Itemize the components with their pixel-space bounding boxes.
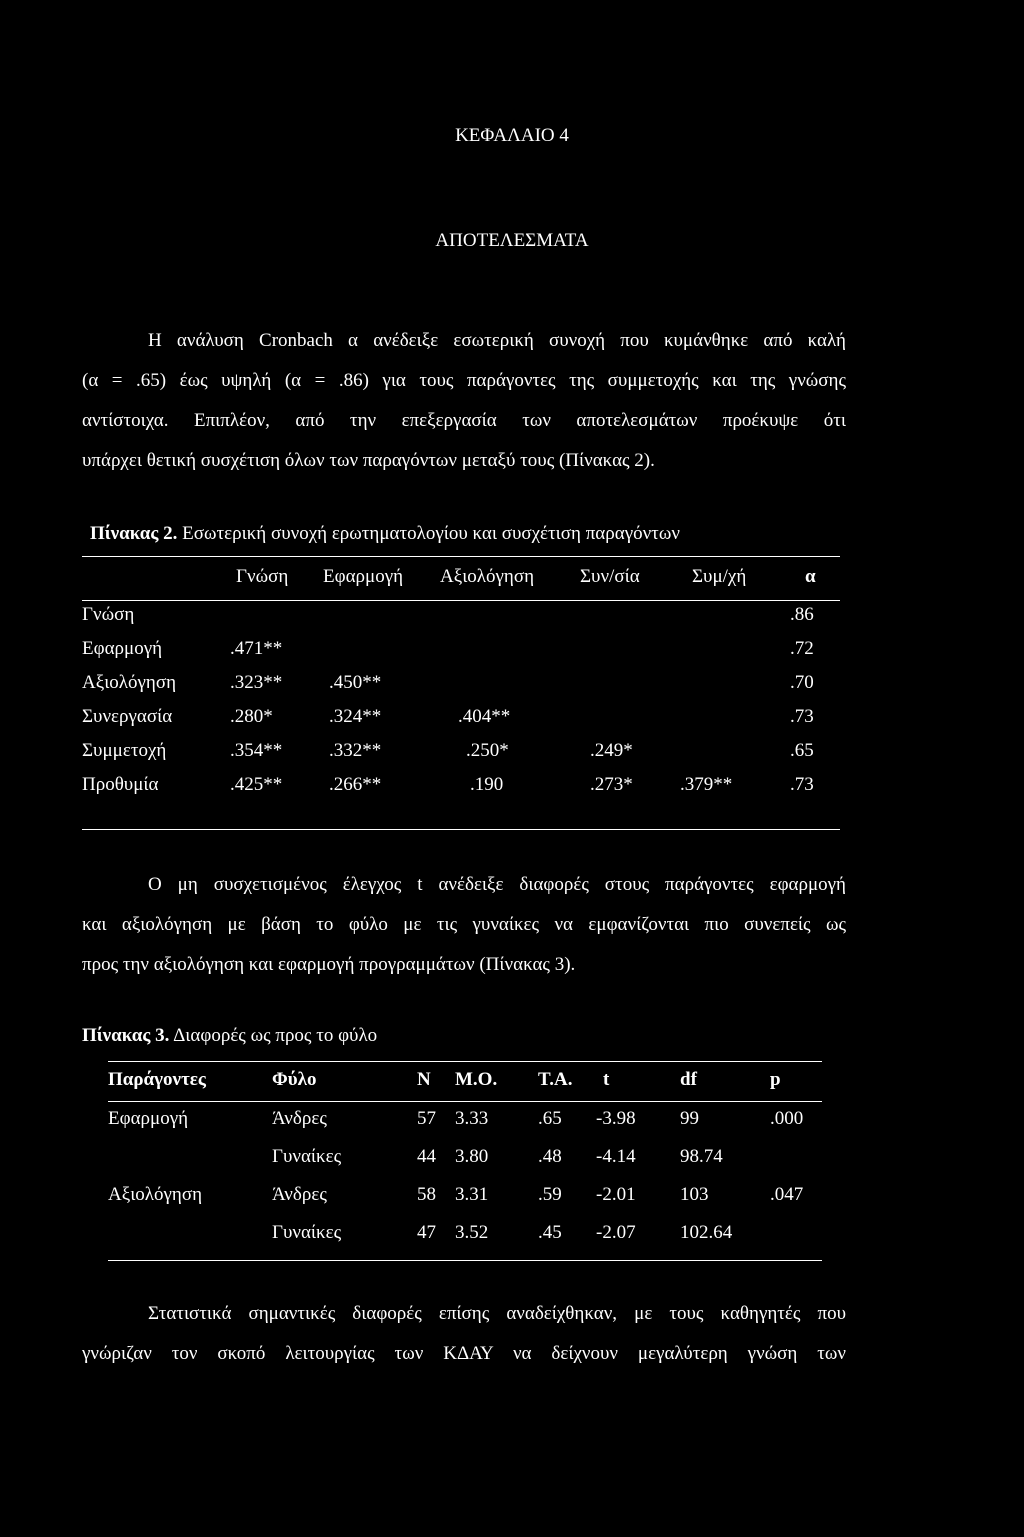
df-cell: 102.64 [680, 1222, 733, 1243]
factor-cell: Αξιολόγηση [108, 1184, 203, 1205]
alpha-cell: .65 [790, 740, 814, 761]
alpha-cell: .86 [790, 604, 814, 625]
n-cell: 44 [417, 1146, 436, 1167]
gender-cell: Άνδρες [272, 1184, 327, 1205]
paragraph-line: υπάρχει θετική συσχέτιση όλων των παραγόντων μεταξύ τους (Πίνακας 2). [82, 450, 655, 471]
table2-label: Πίνακας 2. [90, 523, 178, 544]
t-cell: -2.01 [596, 1184, 636, 1205]
table2-bottom-rule [82, 829, 840, 830]
row-label: Αξιολόγηση [82, 672, 177, 693]
correlation-cell: .190 [470, 774, 504, 795]
correlation-cell: .404** [458, 706, 511, 727]
t-cell: -4.14 [596, 1146, 636, 1167]
gender-cell: Γυναίκες [272, 1222, 342, 1243]
alpha-cell: .70 [790, 672, 814, 693]
mean-cell: 3.31 [455, 1184, 489, 1205]
correlation-cell: .450** [329, 672, 382, 693]
paragraph-line: αντίστοιχα. Επιπλέον, από την επεξεργασία των αποτελεσμάτων προέκυψε ότι [82, 410, 846, 431]
paragraph-line: και αξιολόγηση με βάση το φύλο με τις γυναίκες να εμφανίζονται πιο συνεπείς ως [82, 914, 846, 935]
correlation-cell: .425** [230, 774, 283, 795]
table3-header-cell: df [680, 1069, 697, 1090]
table2-header-cell: α [805, 566, 816, 587]
correlation-cell: .332** [329, 740, 382, 761]
chapter-heading: ΚΕΦΑΛΑΙΟ 4 [455, 125, 569, 146]
factor-cell: Εφαρμογή [108, 1108, 189, 1129]
t-cell: -2.07 [596, 1222, 636, 1243]
table3-header-cell: N [417, 1069, 431, 1090]
table2-header-rule [82, 600, 840, 601]
df-cell: 103 [680, 1184, 709, 1205]
gender-cell: Άνδρες [272, 1108, 327, 1129]
table3-header-cell: T.A. [538, 1069, 573, 1090]
table2-header-cell: Γνώση [236, 566, 289, 587]
sd-cell: .59 [538, 1184, 562, 1205]
paragraph-line: Στατιστικά σημαντικές διαφορές επίσης αναδείχθηκαν, με τους καθηγητές που [148, 1303, 846, 1324]
correlation-cell: .250* [466, 740, 509, 761]
correlation-cell: .273* [590, 774, 633, 795]
correlation-cell: .266** [329, 774, 382, 795]
paragraph-line: (α = .65) έως υψηλή (α = .86) για τους παράγοντες της συμμετοχής και της γνώσης [82, 370, 846, 391]
mean-cell: 3.33 [455, 1108, 489, 1129]
table3-header-cell: p [770, 1069, 781, 1090]
paragraph-line: προς την αξιολόγηση και εφαρμογή προγραμμάτων (Πίνακας 3). [82, 954, 576, 975]
mean-cell: 3.80 [455, 1146, 489, 1167]
p-cell: .047 [770, 1184, 804, 1205]
table3-caption-text: Διαφορές ως προς το φύλο [173, 1025, 378, 1046]
row-label: Προθυμία [82, 774, 159, 795]
table3-header-cell: Παράγοντες [108, 1069, 206, 1090]
p-cell: .000 [770, 1108, 804, 1129]
table3-bottom-rule [108, 1260, 822, 1261]
table2-top-rule [82, 556, 840, 557]
gender-cell: Γυναίκες [272, 1146, 342, 1167]
n-cell: 57 [417, 1108, 436, 1129]
n-cell: 47 [417, 1222, 436, 1243]
table3-caption [82, 1025, 377, 1047]
correlation-cell: .249* [590, 740, 633, 761]
df-cell: 99 [680, 1108, 699, 1129]
table3-header-cell: Φύλο [272, 1069, 317, 1090]
table3-label: Πίνακας 3. [82, 1025, 170, 1046]
alpha-cell: .72 [790, 638, 814, 659]
correlation-cell: .471** [230, 638, 283, 659]
row-label: Συνεργασία [82, 706, 173, 727]
table2-header-cell: Εφαρμογή [323, 566, 404, 587]
correlation-cell: .379** [680, 774, 733, 795]
table3-header-rule [108, 1101, 822, 1102]
correlation-cell: .354** [230, 740, 283, 761]
paragraph-line: Ο μη συσχετισμένος έλεγχος t ανέδειξε διαφορές στους παράγοντες εφαρμογή [148, 874, 846, 895]
sd-cell: .45 [538, 1222, 562, 1243]
row-label: Γνώση [82, 604, 135, 625]
table3-header-cell: M.O. [455, 1069, 498, 1090]
mean-cell: 3.52 [455, 1222, 489, 1243]
row-label: Συμμετοχή [82, 740, 167, 761]
sd-cell: .48 [538, 1146, 562, 1167]
table2-caption [90, 523, 680, 545]
table2-header-cell: Αξιολόγηση [440, 566, 535, 587]
correlation-cell: .323** [230, 672, 283, 693]
t-cell: -3.98 [596, 1108, 636, 1129]
alpha-cell: .73 [790, 706, 814, 727]
table3-top-rule [108, 1061, 822, 1062]
df-cell: 98.74 [680, 1146, 723, 1167]
paragraph-line: γνώριζαν τον σκοπό λειτουργίας των ΚΔΑΥ να δείχνουν μεγαλύτερη γνώση των [82, 1343, 846, 1364]
table2-header-cell: Συν/σία [580, 566, 640, 587]
section-heading: ΑΠΟΤΕΛΕΣΜΑΤΑ [435, 230, 589, 251]
table3-header-cell: t [603, 1069, 610, 1090]
sd-cell: .65 [538, 1108, 562, 1129]
correlation-cell: .324** [329, 706, 382, 727]
alpha-cell: .73 [790, 774, 814, 795]
table2-caption-text: Εσωτερική συνοχή ερωτηματολογίου και συσχέτιση παραγόντων [182, 523, 680, 544]
correlation-cell: .280* [230, 706, 273, 727]
paragraph-line: Η ανάλυση Cronbach α ανέδειξε εσωτερική συνοχή που κυμάνθηκε από καλή [148, 330, 846, 351]
n-cell: 58 [417, 1184, 436, 1205]
table2-header-cell: Συμ/χή [692, 566, 747, 587]
row-label: Εφαρμογή [82, 638, 163, 659]
